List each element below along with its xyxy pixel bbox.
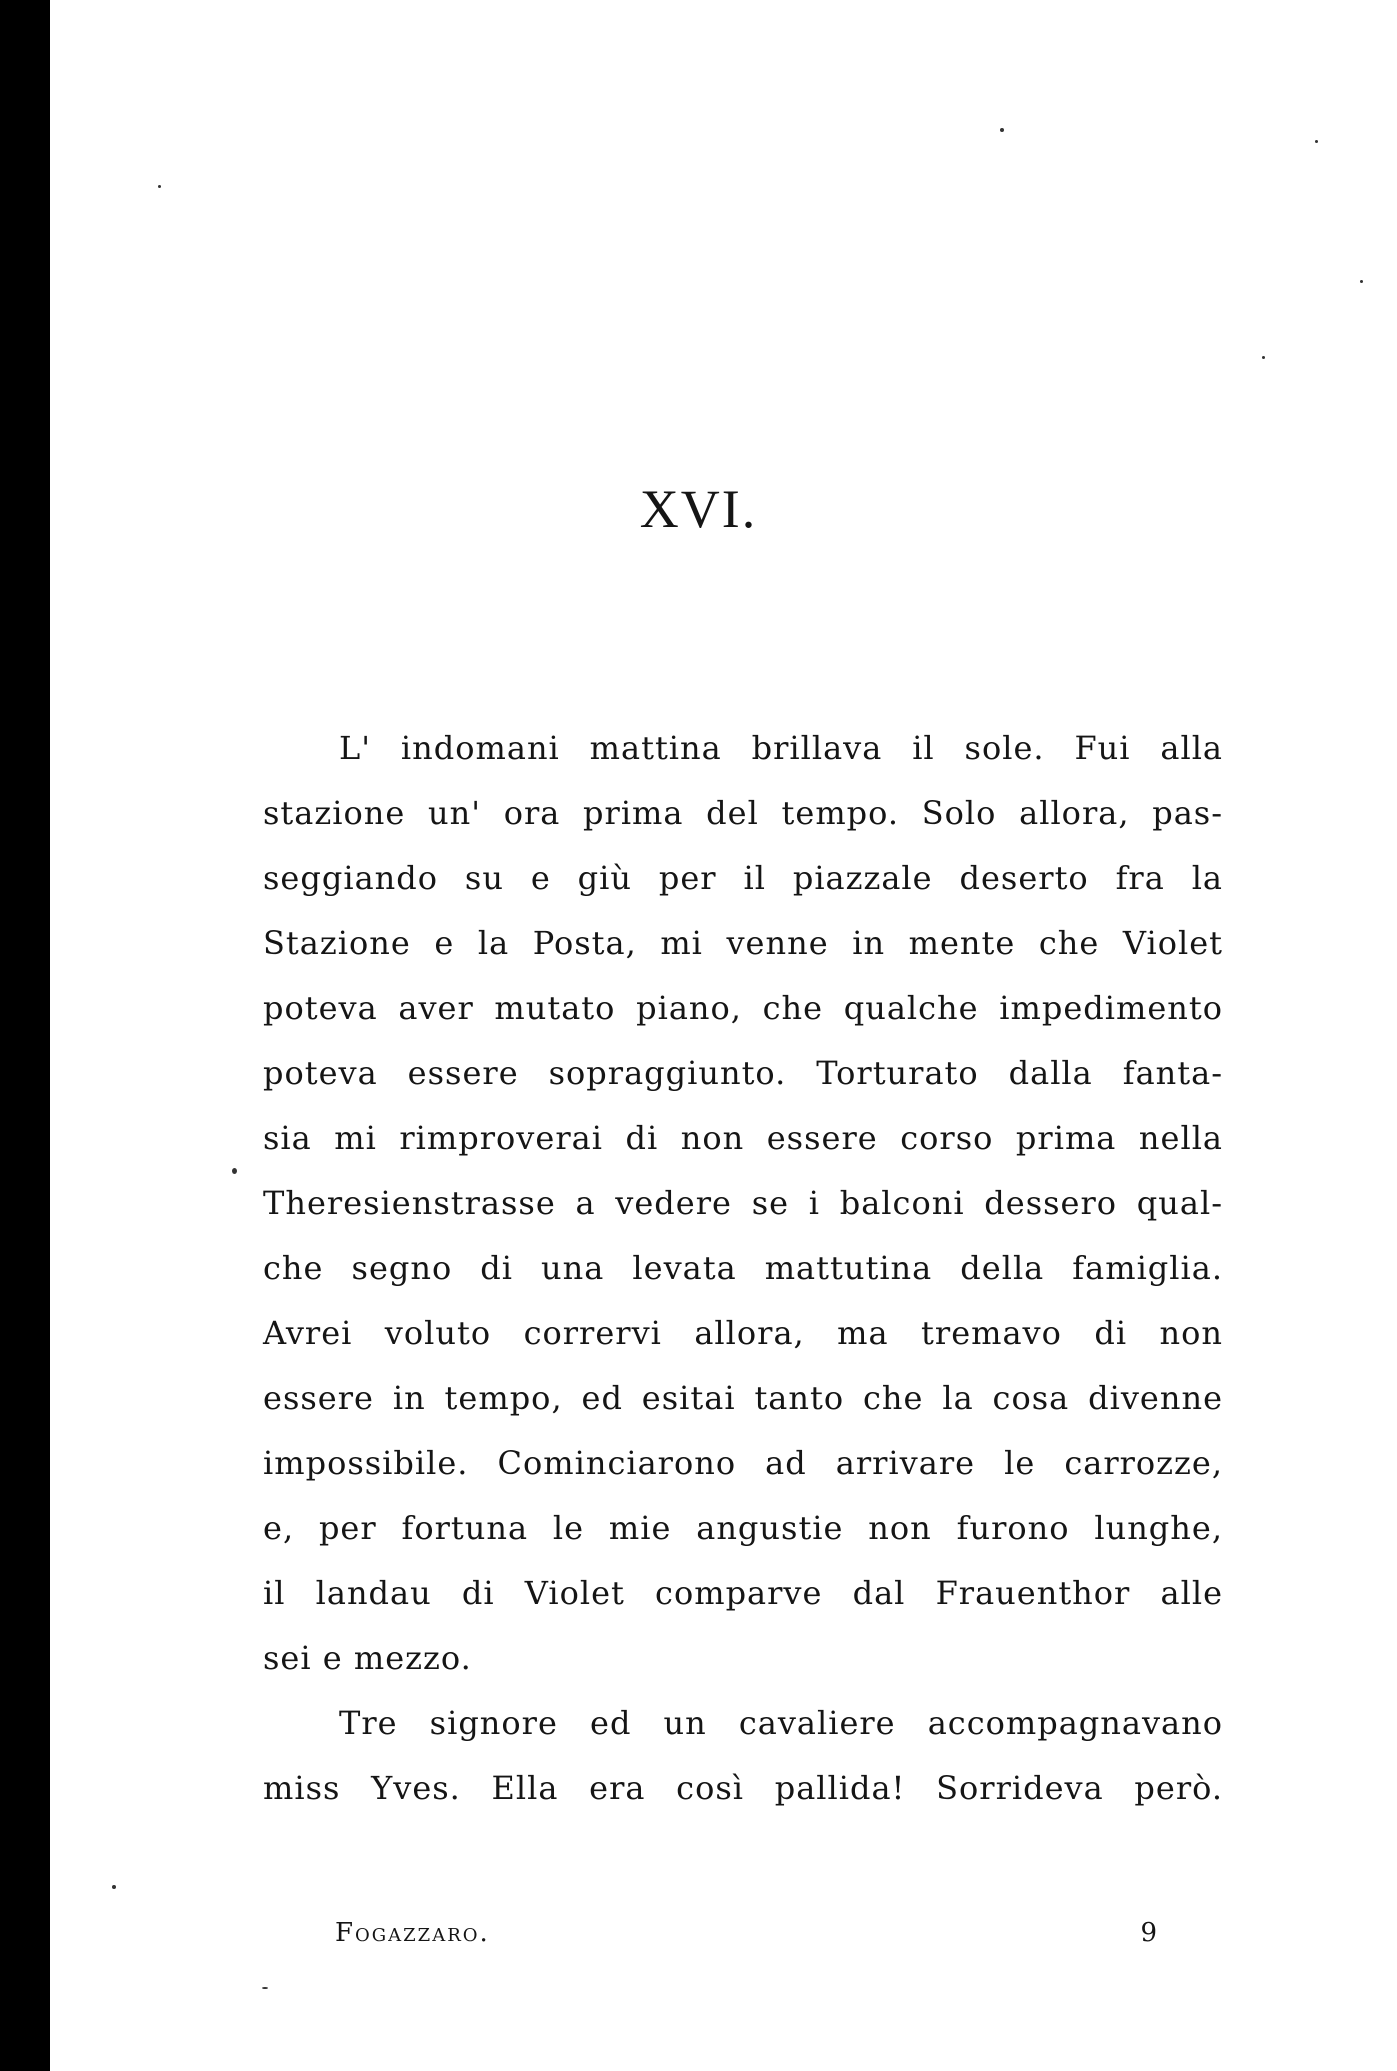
text-line: impossibile. Cominciarono ad arrivare le carrozze, <box>263 1444 1223 1482</box>
text-line: e, per fortuna le mie angustie non furono lunghe, <box>263 1509 1223 1547</box>
scan-speck <box>1000 128 1004 132</box>
scan-speck <box>112 1885 116 1889</box>
text-line: il landau di Violet comparve dal Frauenthor alle <box>263 1574 1223 1612</box>
body-text <box>263 716 1223 1821</box>
text-line: Theresienstrasse a vedere se i balconi dessero qual- <box>263 1184 1223 1222</box>
page-number: 9 <box>1140 1918 1159 1948</box>
scan-speck <box>158 185 161 188</box>
text-line: essere in tempo, ed esitai tanto che la cosa divenne <box>263 1379 1223 1417</box>
scan-speck <box>262 1987 268 1989</box>
text-line: L' indomani mattina brillava il sole. Fui alla <box>339 729 1223 767</box>
text-line: Avrei voluto corrervi allora, ma tremavo di non <box>263 1314 1223 1352</box>
text-line: poteva essere sopraggiunto. Torturato dalla fanta- <box>263 1054 1223 1092</box>
scan-speck <box>1262 356 1265 359</box>
text-line: sei e mezzo. <box>263 1639 472 1677</box>
text-line: Tre signore ed un cavaliere accompagnavano <box>339 1704 1223 1742</box>
text-line: poteva aver mutato piano, che qualche impedimento <box>263 989 1223 1027</box>
text-line: che segno di una levata mattutina della famiglia. <box>263 1249 1223 1287</box>
scan-speck <box>1360 280 1363 283</box>
chapter-heading: XVI. <box>639 479 758 539</box>
text-line: seggiando su e giù per il piazzale deserto fra la <box>263 859 1223 897</box>
text-line: sia mi rimproverai di non essere corso prima nella <box>263 1119 1223 1157</box>
scan-speck <box>232 1168 237 1174</box>
text-line: stazione un' ora prima del tempo. Solo allora, pas- <box>263 794 1223 832</box>
footer-author: Fogazzaro. <box>335 1918 490 1948</box>
book-spine-edge <box>0 0 50 2071</box>
scan-speck <box>1315 140 1318 143</box>
text-line: Stazione e la Posta, mi venne in mente che Violet <box>263 924 1223 962</box>
text-line: miss Yves. Ella era così pallida! Sorrideva però. <box>263 1769 1223 1807</box>
